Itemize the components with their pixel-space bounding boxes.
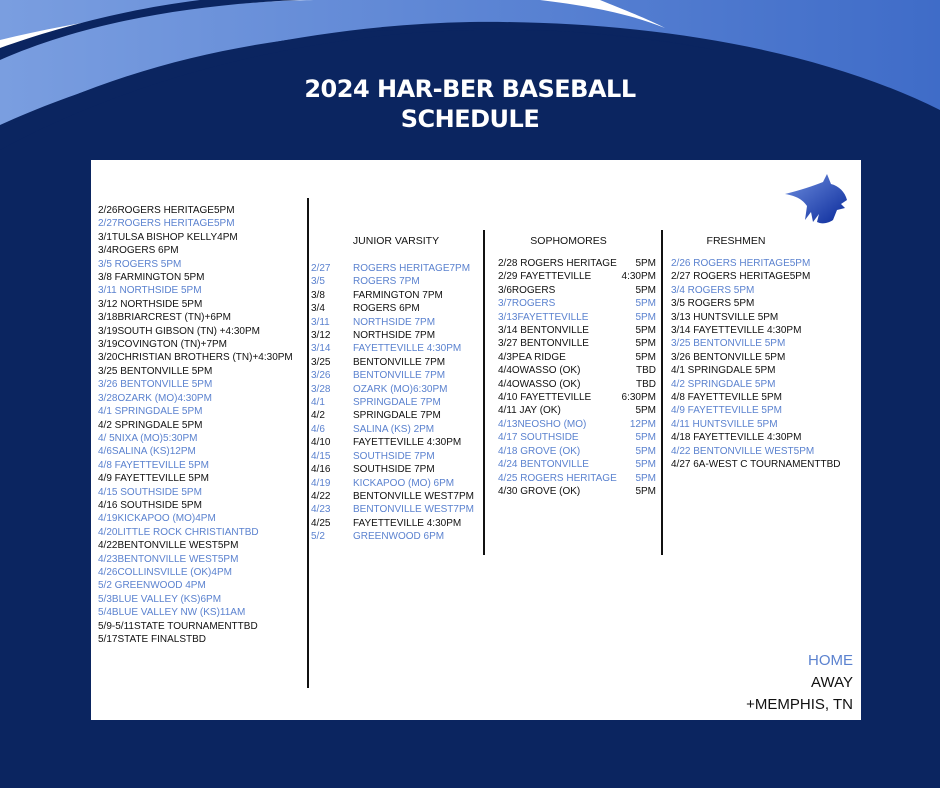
varsity-game-row: 5/9-5/11STATE TOURNAMENTTBD (98, 620, 258, 632)
varsity-game-row: 2/27ROGERS HERITAGE5PM (98, 218, 235, 230)
game-time: 5PM (635, 325, 656, 337)
wildcat-logo-icon (783, 170, 853, 226)
sophomores-game-row (498, 431, 656, 444)
game-time: 5PM (635, 284, 656, 296)
sophomores-game-row (498, 270, 656, 283)
freshmen-game-row: 2/26 ROGERS HERITAGE5PM (671, 258, 811, 269)
game-opponent: FAYETTEVILLE 4:30PM (353, 517, 462, 529)
game-opponent: FAYETTEVILLE 4:30PM (353, 437, 462, 449)
game-date: 4/10 (311, 437, 331, 449)
game-opponent: 4/25 ROGERS HERITAGE (498, 472, 617, 484)
game-date: 2/27 (311, 263, 331, 274)
sophomores-game-row (498, 458, 656, 471)
game-date: 4/6 (311, 423, 325, 435)
column-divider (661, 230, 663, 555)
jv-game-row (311, 356, 481, 369)
legend (746, 650, 853, 716)
jv-game-row (311, 423, 481, 436)
varsity-game-row: 5/17STATE FINALSTBD (98, 634, 206, 645)
game-opponent: BENTONVILLE 7PM (353, 370, 446, 382)
game-opponent: 4/18 GROVE (OK) (498, 445, 581, 457)
jv-game-row (311, 490, 481, 503)
game-date: 4/23 (311, 504, 331, 516)
game-time: 5PM (635, 258, 656, 269)
game-time: 5PM (635, 338, 656, 350)
game-time: 12PM (629, 418, 656, 430)
game-date: 3/25 (311, 356, 331, 368)
varsity-game-row: 5/3BLUE VALLEY (KS)6PM (98, 593, 222, 605)
game-time: 5PM (635, 445, 656, 457)
varsity-game-row: 5/4BLUE VALLEY NW (KS)11AM (98, 607, 246, 619)
varsity-schedule (98, 204, 308, 646)
varsity-game-row: 4/8 FAYETTEVILLE 5PM (98, 459, 209, 471)
game-opponent: SPRINGDALE 7PM (353, 397, 441, 409)
game-date: 4/15 (311, 450, 331, 462)
varsity-game-row: 3/1TULSA BISHOP KELLY4PM (98, 231, 238, 243)
game-opponent: GREENWOOD 6PM (353, 531, 445, 543)
varsity-game-row: 4/26COLLINSVILLE (OK)4PM (98, 566, 232, 578)
game-date: 4/25 (311, 517, 331, 529)
game-opponent: 4/10 FAYETTEVILLE (498, 392, 592, 404)
game-opponent: NORTHSIDE 7PM (353, 330, 436, 342)
freshmen-game-row: 3/14 FAYETTEVILLE 4:30PM (671, 325, 802, 337)
game-opponent: 2/29 FAYETTEVILLE (498, 271, 592, 283)
game-time: 5PM (635, 351, 656, 363)
game-time: 5PM (635, 298, 656, 310)
game-opponent: NORTHSIDE 7PM (353, 316, 436, 328)
legend-away: AWAY (811, 674, 853, 691)
game-opponent: 4/4OWASSO (OK) (498, 365, 581, 377)
sophomores-game-row (498, 324, 656, 337)
game-date: 3/14 (311, 343, 331, 355)
page-title (0, 74, 940, 134)
game-date: 3/8 (311, 289, 325, 301)
jv-game-row (311, 289, 481, 302)
game-time: 4:30PM (621, 271, 656, 283)
game-opponent: 4/30 GROVE (OK) (498, 485, 581, 497)
freshmen-game-row: 3/4 ROGERS 5PM (671, 284, 755, 296)
sophomores-schedule (498, 257, 656, 498)
jv-game-row (311, 436, 481, 449)
varsity-game-row: 2/26ROGERS HERITAGE5PM (98, 205, 235, 216)
game-opponent: ROGERS 6PM (353, 303, 420, 315)
sophomores-game-row (498, 472, 656, 485)
varsity-game-row: 4/9 FAYETTEVILLE 5PM (98, 473, 209, 485)
game-time: 5PM (635, 485, 656, 497)
game-opponent: 4/11 JAY (OK) (498, 405, 561, 417)
freshmen-game-row: 4/11 HUNTSVILLE 5PM (671, 418, 778, 430)
game-time: TBD (636, 378, 656, 390)
jv-game-row (311, 316, 481, 329)
sophomores-game-row (498, 364, 656, 377)
jv-game-row (311, 503, 481, 516)
jv-game-row (311, 530, 481, 543)
game-date: 3/12 (311, 330, 331, 342)
freshmen-game-row: 3/26 BENTONVILLE 5PM (671, 351, 786, 363)
game-date: 4/22 (311, 490, 331, 502)
varsity-game-row: 3/20CHRISTIAN BROTHERS (TN)+4:30PM (98, 352, 293, 364)
game-date: 3/28 (311, 383, 331, 395)
game-date: 5/2 (311, 531, 325, 543)
game-opponent: 3/6ROGERS (498, 284, 556, 296)
varsity-game-row: 3/26 BENTONVILLE 5PM (98, 379, 213, 391)
game-date: 4/1 (311, 397, 325, 409)
game-opponent: BENTONVILLE WEST7PM (353, 504, 474, 516)
game-date: 3/4 (311, 303, 325, 315)
sophomores-game-row (498, 257, 656, 270)
game-opponent: 4/4OWASSO (OK) (498, 378, 581, 390)
jv-game-row (311, 329, 481, 342)
varsity-game-row: 4/23BENTONVILLE WEST5PM (98, 553, 239, 565)
game-time: 5PM (635, 472, 656, 484)
freshmen-game-row: 4/9 FAYETTEVILLE 5PM (671, 405, 782, 417)
game-date: 3/5 (311, 276, 325, 288)
game-opponent: 3/27 BENTONVILLE (498, 338, 589, 350)
game-opponent: 4/3PEA RIDGE (498, 351, 566, 363)
title-line-1: 2024 HAR-BER BASEBALL (304, 75, 636, 103)
freshmen-game-row: 2/27 ROGERS HERITAGE5PM (671, 271, 811, 283)
column-divider (307, 198, 309, 688)
jv-heading: JUNIOR VARSITY (352, 235, 440, 247)
sophomores-game-row (498, 485, 656, 498)
game-date: 3/11 (311, 316, 330, 328)
varsity-game-row: 4/19KICKAPOO (MO)4PM (98, 513, 216, 525)
game-opponent: FARMINGTON 7PM (353, 289, 443, 301)
varsity-game-row: 4/16 SOUTHSIDE 5PM (98, 499, 202, 511)
title-line-2: SCHEDULE (400, 105, 540, 133)
freshmen-game-row: 4/22 BENTONVILLE WEST5PM (671, 445, 815, 457)
game-opponent: BENTONVILLE 7PM (353, 356, 446, 368)
jv-schedule (311, 262, 481, 544)
column-divider (483, 230, 485, 555)
sophomores-game-row (498, 445, 656, 458)
freshmen-game-row: 4/18 FAYETTEVILLE 4:30PM (671, 432, 802, 444)
varsity-game-row: 4/1 SPRINGDALE 5PM (98, 406, 203, 418)
game-opponent: 3/14 BENTONVILLE (498, 325, 589, 337)
jv-game-row (311, 262, 481, 275)
freshmen-game-row: 4/1 SPRINGDALE 5PM (671, 365, 776, 377)
game-date: 4/16 (311, 464, 331, 476)
jv-game-row (311, 517, 481, 530)
jv-game-row (311, 275, 481, 288)
sophomores-game-row (498, 418, 656, 431)
game-opponent: 2/28 ROGERS HERITAGE (498, 258, 617, 269)
game-opponent: FAYETTEVILLE 4:30PM (353, 343, 462, 355)
legend-memphis: +MEMPHIS, TN (746, 696, 853, 713)
varsity-game-row: 3/25 BENTONVILLE 5PM (98, 365, 213, 377)
varsity-game-row: 3/19SOUTH GIBSON (TN) +4:30PM (98, 325, 260, 337)
varsity-game-row: 3/11 NORTHSIDE 5PM (98, 285, 202, 297)
sophomores-game-row (498, 404, 656, 417)
sophomores-game-row (498, 297, 656, 310)
varsity-game-row: 4/ 5NIXA (MO)5:30PM (98, 432, 198, 444)
freshmen-game-row: 4/8 FAYETTEVILLE 5PM (671, 392, 782, 404)
jv-game-row (311, 383, 481, 396)
sophomores-game-row (498, 351, 656, 364)
game-opponent: 3/7ROGERS (498, 298, 556, 310)
varsity-game-row: 4/2 SPRINGDALE 5PM (98, 419, 203, 431)
freshmen-game-row: 4/2 SPRINGDALE 5PM (671, 378, 776, 390)
game-opponent: 4/17 SOUTHSIDE (498, 432, 579, 444)
jv-game-row (311, 342, 481, 355)
freshmen-heading: FRESHMEN (706, 235, 766, 247)
game-date: 4/2 (311, 410, 325, 422)
freshmen-game-row: 3/25 BENTONVILLE 5PM (671, 338, 786, 350)
jv-game-row (311, 450, 481, 463)
jv-game-row (311, 396, 481, 409)
game-opponent: SPRINGDALE 7PM (353, 410, 441, 422)
varsity-game-row: 4/22BENTONVILLE WEST5PM (98, 540, 239, 552)
game-opponent: OZARK (MO)6:30PM (353, 383, 448, 395)
schedule-panel (91, 160, 861, 720)
varsity-game-row: 3/12 NORTHSIDE 5PM (98, 298, 203, 310)
varsity-game-row: 4/20LITTLE ROCK CHRISTIANTBD (98, 526, 259, 538)
game-opponent: 4/13NEOSHO (MO) (498, 418, 587, 430)
varsity-game-row: 4/15 SOUTHSIDE 5PM (98, 486, 202, 498)
game-opponent: ROGERS 7PM (353, 276, 420, 288)
varsity-game-row: 3/19COVINGTON (TN)+7PM (98, 339, 228, 351)
freshmen-game-row: 3/5 ROGERS 5PM (671, 298, 755, 310)
jv-game-row (311, 369, 481, 382)
game-opponent: 4/24 BENTONVILLE (498, 459, 589, 471)
jv-game-row (311, 302, 481, 315)
game-date: 4/19 (311, 477, 331, 489)
freshmen-game-row: 3/13 HUNTSVILLE 5PM (671, 311, 779, 323)
varsity-game-row: 3/4ROGERS 6PM (98, 245, 179, 257)
game-opponent: ROGERS HERITAGE7PM (353, 263, 471, 274)
sophomores-game-row (498, 284, 656, 297)
game-opponent: KICKAPOO (MO) 6PM (353, 477, 455, 489)
game-time: 6:30PM (621, 392, 656, 404)
jv-game-row (311, 409, 481, 422)
game-date: 3/26 (311, 370, 331, 382)
varsity-game-row: 3/28OZARK (MO)4:30PM (98, 392, 212, 404)
varsity-game-row: 4/6SALINA (KS)12PM (98, 446, 196, 458)
sophomores-heading: SOPHOMORES (530, 235, 607, 247)
game-time: 5PM (635, 405, 656, 417)
sophomores-game-row (498, 391, 656, 404)
sophomores-game-row (498, 337, 656, 350)
freshmen-schedule (671, 257, 841, 472)
jv-game-row (311, 463, 481, 476)
game-opponent: BENTONVILLE WEST7PM (353, 490, 474, 502)
game-opponent: SOUTHSIDE 7PM (353, 450, 435, 462)
game-opponent: SALINA (KS) 2PM (353, 423, 435, 435)
varsity-game-row: 5/2 GREENWOOD 4PM (98, 580, 206, 592)
legend-home: HOME (808, 652, 853, 669)
sophomores-game-row (498, 378, 656, 391)
game-time: 5PM (635, 311, 656, 323)
sophomores-game-row (498, 311, 656, 324)
game-opponent: SOUTHSIDE 7PM (353, 464, 435, 476)
game-opponent: 3/13FAYETTEVILLE (498, 311, 589, 323)
game-time: TBD (636, 365, 656, 377)
varsity-game-row: 3/18BRIARCREST (TN)+6PM (98, 312, 231, 324)
varsity-game-row: 3/8 FARMINGTON 5PM (98, 272, 205, 284)
jv-game-row (311, 477, 481, 490)
varsity-game-row: 3/5 ROGERS 5PM (98, 258, 182, 270)
freshmen-game-row: 4/27 6A-WEST C TOURNAMENTTBD (671, 459, 841, 471)
game-time: 5PM (635, 459, 656, 471)
game-time: 5PM (635, 432, 656, 444)
